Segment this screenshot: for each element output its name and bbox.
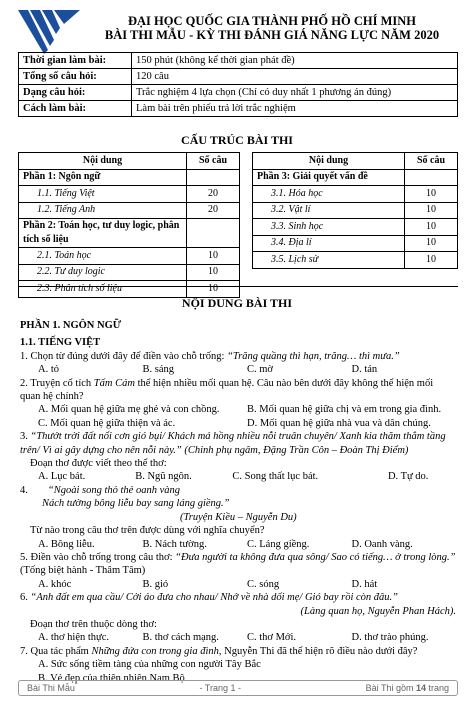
structure-row xyxy=(253,235,458,252)
question-6 xyxy=(20,591,456,604)
q4-number: 4. xyxy=(20,484,28,496)
footer-page-number: - Trang 1 - xyxy=(199,683,241,693)
info-row xyxy=(19,53,458,69)
q7-stem: 7. Qua tác phẩm xyxy=(20,645,92,657)
structure-table-left xyxy=(18,152,240,298)
structure-item: 3.3. Sinh học xyxy=(253,219,405,236)
option[interactable]: D. thơ trào phúng. xyxy=(351,632,429,644)
structure-item: Phần 2: Toán học, tư duy logic, phân tích số liệu xyxy=(19,219,187,248)
option[interactable]: A. Lục bát. xyxy=(38,471,86,483)
option[interactable]: D. hát xyxy=(351,578,378,590)
q2-title: Tấm Cám xyxy=(93,377,135,389)
info-value: Trắc nghiệm 4 lựa chọn (Chỉ có duy nhất 1 phương án đúng) xyxy=(132,85,458,101)
option[interactable]: B. Vẻ đẹp của thiên nhiên Nam Bộ xyxy=(38,672,185,684)
structure-count: 10 xyxy=(405,186,458,203)
option[interactable]: B. sáng xyxy=(142,364,174,376)
q3-source: (Chinh phụ ngâm, Đặng Trần Côn – Đoàn Thị Điểm) xyxy=(181,444,409,456)
structure-count: 10 xyxy=(405,202,458,219)
structure-item: Phần 1: Ngôn ngữ xyxy=(19,169,187,186)
option[interactable]: C. sóng xyxy=(247,578,280,590)
structure-row xyxy=(253,186,458,203)
structure-count xyxy=(187,169,240,186)
question-2 xyxy=(20,377,456,404)
structure-item: 3.4. Địa lí xyxy=(253,235,405,252)
structure-item: Phần 3: Giải quyết vấn đề xyxy=(253,169,405,186)
option[interactable]: A. Sức sống tiềm tàng của những con người Tây Bắc xyxy=(38,659,261,671)
structure-row xyxy=(253,202,458,219)
info-value: Làm bài trên phiếu trả lời trắc nghiệm xyxy=(132,101,458,117)
structure-row xyxy=(19,186,240,203)
structure-item: 3.2. Vật lí xyxy=(253,202,405,219)
structure-row xyxy=(253,252,458,269)
col-count-header: Số câu xyxy=(405,153,458,170)
option[interactable]: A. thơ hiện thực. xyxy=(38,632,110,644)
option[interactable]: B. gió xyxy=(142,578,169,590)
structure-header-row xyxy=(253,153,458,170)
structure-count: 10 xyxy=(405,235,458,252)
option[interactable]: B. thơ cách mạng. xyxy=(142,632,219,644)
divider xyxy=(18,286,458,287)
structure-count: 10 xyxy=(187,248,240,265)
info-row xyxy=(19,101,458,117)
structure-item: 1.1. Tiếng Việt xyxy=(19,186,187,203)
page-footer xyxy=(18,680,458,696)
exam-info-table xyxy=(18,52,458,117)
structure-row xyxy=(19,248,240,265)
q2-options xyxy=(20,403,456,416)
structure-row xyxy=(19,202,240,219)
structure-count: 20 xyxy=(187,202,240,219)
q2-stem: 2. Truyện cổ tích xyxy=(20,377,94,389)
structure-row xyxy=(19,281,240,298)
exam-body xyxy=(20,319,456,685)
structure-count: 10 xyxy=(405,219,458,236)
option[interactable]: D. Oanh vàng. xyxy=(351,538,413,550)
structure-count: 10 xyxy=(405,252,458,269)
option[interactable]: B. Nách tường. xyxy=(142,538,207,550)
exam-header xyxy=(84,14,460,42)
q6-options xyxy=(20,631,456,644)
option[interactable]: B. Ngũ ngôn. xyxy=(135,471,192,483)
q2-stem-end: thể hiện nhiều mối quan hệ. Câu nào bên dưới đây không thể hiện mối quan hệ chính? xyxy=(20,377,434,403)
info-key: Tổng số câu hỏi: xyxy=(19,69,132,85)
q4-line-1: “Ngoài song thỏ thẻ oanh vàng xyxy=(47,484,181,496)
option[interactable]: D. Tự do. xyxy=(387,471,429,483)
q1-quote: “Trăng quầng thì hạn, trăng… thì mưa.” xyxy=(227,350,400,362)
info-row xyxy=(19,69,458,85)
q4-source: (Truyện Kiều – Nguyễn Du) xyxy=(180,511,297,523)
footer-left: Bài Thi Mẫu xyxy=(27,683,75,693)
q4-line-2: Nách tường bông liễu bay sang láng giềng.” xyxy=(42,498,230,510)
col-count-header: Số câu xyxy=(187,153,240,170)
structure-row xyxy=(19,219,240,248)
q5-source: (Tống biệt hành - Thâm Tâm) xyxy=(20,565,146,577)
option[interactable]: C. thơ Mới. xyxy=(247,632,297,644)
info-key: Dạng câu hỏi: xyxy=(19,85,132,101)
q5-options xyxy=(20,578,456,591)
structure-item: 3.1. Hóa học xyxy=(253,186,405,203)
option[interactable]: A. tỏ xyxy=(38,364,59,376)
structure-row xyxy=(19,169,240,186)
structure-item: 2.3. Phân tích số liệu xyxy=(19,281,187,298)
footer-right xyxy=(366,683,449,693)
option[interactable]: C. mờ xyxy=(247,364,273,376)
q5-quote: “Đưa người ta không đưa qua sông/ Sao có tiếng… ở trong lòng.” xyxy=(175,551,456,563)
option[interactable]: A. Bông liễu. xyxy=(38,538,95,550)
info-value: 150 phút (không kể thời gian phát đề) xyxy=(132,53,458,69)
option[interactable]: B. Mối quan hệ giữa chị và em trong gia đình. xyxy=(247,404,442,416)
q3-quote: “Thướt trời đất nổi cơn gió bụi/ Khách má hồng nhiều nỗi truân chuyên/ Xanh kia thăm thẳm tầng trên/ Vì ai gây dựng cho nên nỗi này.” xyxy=(20,431,446,456)
option[interactable]: A. khóc xyxy=(38,578,72,590)
q2-options xyxy=(20,417,456,430)
option[interactable]: A. Mối quan hệ giữa mẹ ghẻ và con chồng. xyxy=(38,404,220,416)
q7-stem-end: , Nguyễn Thi đã thể hiện rõ điều nào dưới đây? xyxy=(218,645,418,657)
structure-table-right xyxy=(252,152,458,269)
option[interactable]: C. Song thất lục bát. xyxy=(232,471,319,483)
structure-count: 20 xyxy=(187,186,240,203)
structure-header-row xyxy=(19,153,240,170)
q3-options xyxy=(20,470,456,483)
q4-options xyxy=(20,538,456,551)
q3-stem: 3. xyxy=(20,431,31,443)
option[interactable]: D. Mối quan hệ giữa nhà vua và dân chúng. xyxy=(247,417,431,429)
q6-source: (Làng quan họ, Nguyễn Phan Hách). xyxy=(300,605,456,617)
structure-item: 2.2. Tư duy logic xyxy=(19,264,187,281)
structure-item: 1.2. Tiếng Anh xyxy=(19,202,187,219)
info-value: 120 câu xyxy=(132,69,458,85)
footer-right-c: trang xyxy=(425,683,449,693)
structure-count xyxy=(405,169,458,186)
structure-item: 2.1. Toán học xyxy=(19,248,187,265)
question-1 xyxy=(20,350,456,363)
part-heading: PHẦN 1. NGÔN NGỮ xyxy=(20,320,122,331)
structure-row xyxy=(253,169,458,186)
q6-stem: 6. xyxy=(20,592,31,604)
info-key: Thời gian làm bài: xyxy=(19,53,132,69)
info-key: Cách làm bài: xyxy=(19,101,132,117)
structure-count xyxy=(187,219,240,248)
footer-total-pages: 14 xyxy=(415,683,426,693)
q1-options xyxy=(20,363,456,376)
info-row xyxy=(19,85,458,101)
q6-ask: Đoạn thơ trên thuộc dòng thơ: xyxy=(30,618,157,630)
university-logo xyxy=(18,10,80,54)
question-4 xyxy=(20,484,456,497)
footer-right-a: Bài Thi gồm xyxy=(365,683,416,693)
q1-stem: 1. Chọn từ đúng dưới đây để điền vào chỗ trống: xyxy=(20,350,228,362)
structure-count: 10 xyxy=(187,281,240,298)
content-title: NỘI DUNG BÀI THI xyxy=(181,296,293,310)
q7-title: Những đứa con trong gia đình xyxy=(91,645,219,657)
q3-ask: Đoạn thơ được viết theo thể thơ: xyxy=(30,458,167,470)
option[interactable]: C. Mối quan hệ giữa thiện và ác. xyxy=(38,417,176,429)
q4-ask: Từ nào trong câu thơ trên được dùng với nghĩa chuyển? xyxy=(30,525,265,537)
col-content-header: Nội dung xyxy=(19,153,187,170)
col-content-header: Nội dung xyxy=(253,153,405,170)
question-3 xyxy=(20,430,456,457)
q5-stem: 5. Điền vào chỗ trống trong câu thơ: xyxy=(20,551,176,563)
option[interactable]: C. Láng giềng. xyxy=(247,538,310,550)
structure-item: 3.5. Lịch sử xyxy=(253,252,405,269)
structure-title: CẤU TRÚC BÀI THI xyxy=(181,133,293,147)
section-heading: 1.1. TIẾNG VIỆT xyxy=(20,337,101,349)
structure-row xyxy=(253,219,458,236)
question-5 xyxy=(20,551,456,578)
header-line-2: BÀI THI MẪU - KỲ THI ĐÁNH GIÁ NĂNG LỰC NĂM 2020 xyxy=(104,28,440,42)
option[interactable]: D. tán xyxy=(351,364,378,376)
question-7 xyxy=(20,645,456,658)
header-line-1: ĐẠI HỌC QUỐC GIA THÀNH PHỐ HỒ CHÍ MINH xyxy=(128,14,416,28)
structure-row xyxy=(19,264,240,281)
structure-count: 10 xyxy=(187,264,240,281)
q6-quote: “Anh đất em qua cầu/ Cởi áo đưa cho nhau/ Nhớ về nhà dối mẹ/ Gió bay rồi còn đâu.” xyxy=(30,592,398,604)
